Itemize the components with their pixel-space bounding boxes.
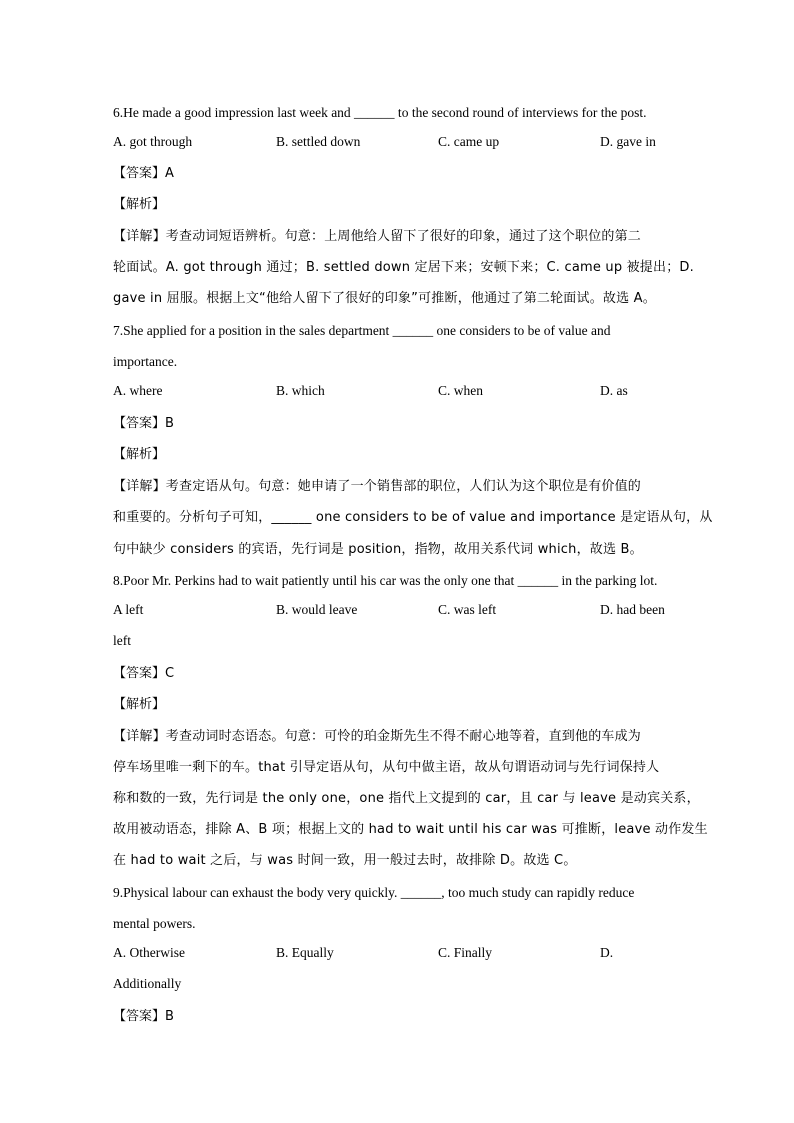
question-7-answer: 【答案】B xyxy=(113,416,174,431)
question-8-option-a: A left xyxy=(113,602,144,617)
question-8-option-b: B. would leave xyxy=(276,602,358,617)
question-7-detail-line: 【详解】考查定语从句。句意：她申请了一个销售部的职位，人们认为这个职位是有价值的 xyxy=(113,479,642,494)
question-9-answer: 【答案】B xyxy=(113,1009,174,1024)
question-6-option-c: C. came up xyxy=(438,134,500,149)
question-8-detail-line: 停车场里唯一剩下的车。that 引导定语从句，从句中做主语，故从句谓语动词与先行词保持人 xyxy=(113,760,660,775)
question-9-option-c: C. Finally xyxy=(438,945,493,960)
question-9-option-a: A. Otherwise xyxy=(113,945,185,960)
question-8-answer: 【答案】C xyxy=(113,666,175,681)
question-6-option-a: A. got through xyxy=(113,134,193,149)
question-9-stem-continued: mental powers. xyxy=(113,916,196,931)
question-9-stem: 9.Physical labour can exhaust the body very quickly. ______, too much study can rapidly reduce xyxy=(113,885,635,900)
question-7-option-a: A. where xyxy=(113,383,163,398)
question-6-detail-line: gave in 屈服。根据上文“他给人留下了很好的印象”可推断，他通过了第二轮面试。故选 A。 xyxy=(113,291,656,306)
question-7-stem-continued: importance. xyxy=(113,354,178,369)
question-7-option-c: C. when xyxy=(438,383,483,398)
question-8-stem: 8.Poor Mr. Perkins had to wait patiently until his car was the only one that ______ in the parking lot. xyxy=(113,573,658,588)
question-7-option-d: D. as xyxy=(600,383,628,398)
question-8-option-d: D. had been xyxy=(600,602,665,617)
question-7-option-b: B. which xyxy=(276,383,325,398)
question-7-detail-line: 句中缺少 considers 的宾语，先行词是 position，指物，故用关系代词 which，故选 B。 xyxy=(113,542,643,557)
question-6-analysis-heading: 【解析】 xyxy=(113,197,166,212)
question-7-analysis-heading: 【解析】 xyxy=(113,447,166,462)
question-6-detail-line: 轮面试。A. got through 通过；B. settled down 定居下来；安顿下来；C. came up 被提出；D. xyxy=(113,260,694,275)
question-6-answer: 【答案】A xyxy=(113,166,174,181)
question-9-option-d-wrap: Additionally xyxy=(113,976,182,991)
question-6-option-d: D. gave in xyxy=(600,134,656,149)
question-8-detail-line: 称和数的一致，先行词是 the only one，one 指代上文提到的 car，且 car 与 leave 是动宾关系， xyxy=(113,791,700,806)
question-8-option-d-wrap: left xyxy=(113,633,131,648)
question-6-detail-line: 【详解】考查动词短语辨析。句意：上周他给人留下了很好的印象，通过了这个职位的第二 xyxy=(113,229,642,244)
question-8-option-c: C. was left xyxy=(438,602,497,617)
question-9-option-d: D. xyxy=(600,945,614,960)
question-8-detail-line: 【详解】考查动词时态语态。句意：可怜的珀金斯先生不得不耐心地等着，直到他的车成为 xyxy=(113,729,642,744)
question-8-detail-line: 故用被动语态，排除 A、B 项；根据上文的 had to wait until his car was 可推断，leave 动作发生 xyxy=(113,822,708,837)
question-8-analysis-heading: 【解析】 xyxy=(113,697,166,712)
question-7-stem: 7.She applied for a position in the sales department ______ one considers to be of value and xyxy=(113,323,611,338)
question-9-option-b: B. Equally xyxy=(276,945,334,960)
question-8-detail-line: 在 had to wait 之后，与 was 时间一致，用一般过去时，故排除 D。故选 C。 xyxy=(113,853,577,868)
question-6-stem: 6.He made a good impression last week and ______ to the second round of interviews for the post. xyxy=(113,105,647,120)
question-7-detail-line: 和重要的。分析句子可知，______ one considers to be of value and importance 是定语从句，从 xyxy=(113,510,713,525)
question-6-option-b: B. settled down xyxy=(276,134,361,149)
